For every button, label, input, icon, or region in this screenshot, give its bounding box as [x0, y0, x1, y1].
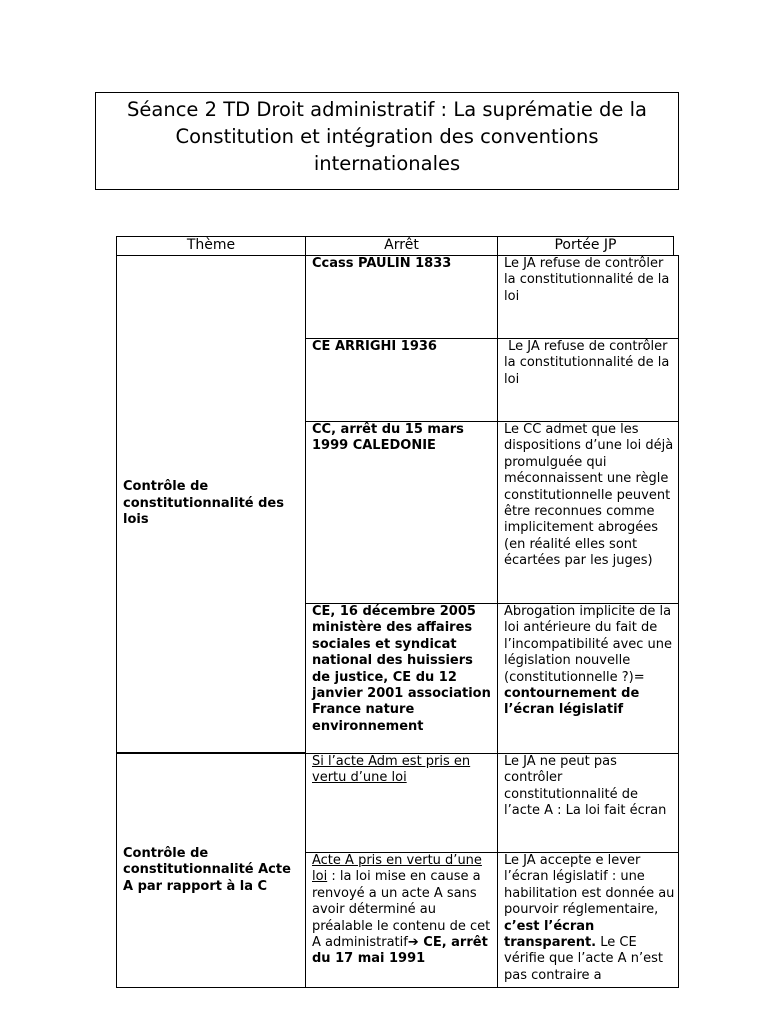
header-arret: Arrêt [305, 236, 498, 256]
theme-label-1: Contrôle de constitutionnalité des lois [123, 479, 284, 528]
portee-cell-huissiers [497, 603, 679, 754]
theme-label-2: Contrôle de constitutionnalité Acte A par rapport à la C [123, 845, 291, 894]
portee-huissiers-bold: contournement de l’écran législatif [504, 686, 640, 718]
theme-cell-2 [116, 753, 306, 988]
portee-cell-caledonie: Le CC admet que les dispositions d’une loi déjà promulguée qui méconnaissent une règle constitutionnelle peuvent être reconnues comme implicitement abrogées (en réalité elles sont écartées par les juges) [497, 421, 679, 604]
portee-ecran-text-2: Le CE vérifie que l’acte A n’est pas contraire a [504, 935, 663, 983]
portee-ecran-bold: c’est l’écran transparent. [504, 918, 597, 951]
title-line-2: Constitution et intégration des conventions [175, 125, 599, 148]
portee-cell-ecran [497, 852, 679, 988]
header-theme: Thème [116, 236, 306, 256]
arret-ecran-bold: CE, arrêt du 17 mai 1991 [312, 935, 488, 967]
header-portee: Portée JP [497, 236, 674, 256]
theme-cell-1 [116, 255, 306, 753]
arret-cell-caledonie: CC, arrêt du 15 mars 1999 CALEDONIE [305, 421, 498, 604]
arret-ecran-text: : la loi mise en cause a renvoyé a un acte A sans avoir déterminé au préalable le contenu de cet A administratif [312, 869, 491, 951]
arrow-icon: ➔ [407, 935, 419, 951]
portee-huissiers-text: Abrogation implicite de la loi antérieure du fait de l’incompatibilité avec une législation nouvelle (constitutionnelle ?)= [504, 604, 673, 685]
arret-cell-huissiers: CE, 16 décembre 2005 ministère des affaires sociales et syndicat national des huissiers de justice, CE du 12 janvier 2001 association France nature environnement [305, 603, 498, 754]
arret-cell-acte-loi: Si l’acte Adm est pris en vertu d’une loi [305, 753, 498, 853]
title-line-1: Séance 2 TD Droit administratif : La suprématie de la [127, 98, 647, 121]
document-title-box [95, 92, 679, 190]
arret-ecran-underlined: Acte A pris en vertu d’une loi [312, 853, 482, 885]
portee-cell-acte-loi: Le JA ne peut pas contrôler constitutionnalité de l’acte A : La loi fait écran [497, 753, 679, 853]
title-line-3: internationales [313, 152, 461, 175]
portee-cell-paulin: Le JA refuse de contrôler la constitutionnalité de la loi [497, 255, 679, 339]
arret-cell-paulin: Ccass PAULIN 1833 [305, 255, 498, 339]
portee-cell-arrighi: Le JA refuse de contrôler la constitutionnalité de la loi [497, 338, 679, 422]
portee-ecran-text-1: Le JA accepte e lever l’écran législatif : une habilitation est donnée au pourvoir réglementaire, [504, 853, 675, 918]
arret-cell-arrighi: CE ARRIGHI 1936 [305, 338, 498, 422]
arret-cell-ecran [305, 852, 498, 988]
